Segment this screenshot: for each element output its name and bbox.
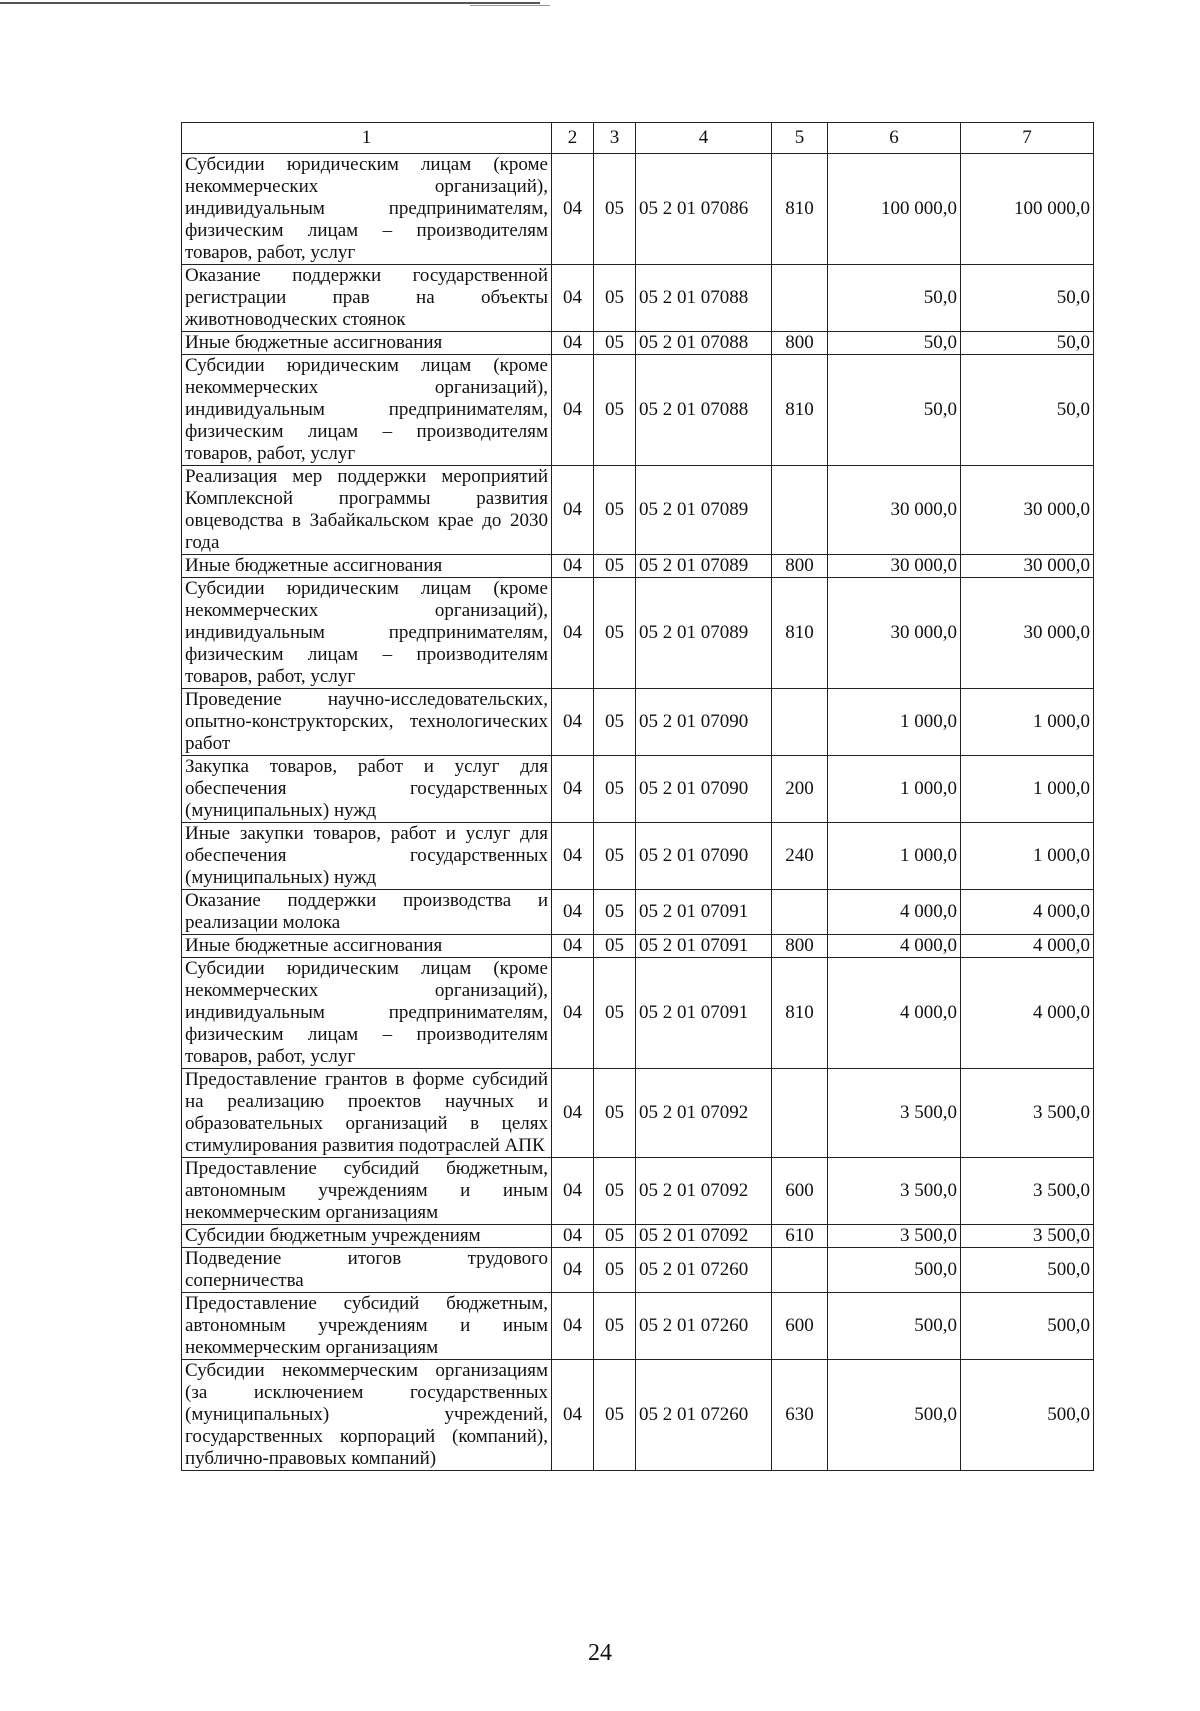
expense-type-cell: 200 xyxy=(772,756,828,823)
section-cell: 04 xyxy=(552,958,594,1069)
amount-cell-col7: 4 000,0 xyxy=(961,890,1094,935)
target-article-cell: 05 2 01 07088 xyxy=(636,332,772,355)
table-row xyxy=(182,958,1094,1069)
header-row xyxy=(182,123,1094,154)
row-name-cell: Субсидии бюджетным учреждениям xyxy=(182,1225,552,1248)
subsection-cell: 05 xyxy=(594,935,636,958)
subsection-cell: 05 xyxy=(594,1248,636,1293)
table-row xyxy=(182,154,1094,265)
target-article-cell: 05 2 01 07092 xyxy=(636,1225,772,1248)
table-row xyxy=(182,466,1094,555)
subsection-cell: 05 xyxy=(594,1069,636,1158)
header-col-5: 5 xyxy=(772,123,828,154)
subsection-cell: 05 xyxy=(594,756,636,823)
subsection-cell: 05 xyxy=(594,466,636,555)
table-row xyxy=(182,1225,1094,1248)
expense-type-cell: 600 xyxy=(772,1293,828,1360)
amount-cell-col6: 100 000,0 xyxy=(828,154,961,265)
expense-type-cell: 600 xyxy=(772,1158,828,1225)
amount-cell-col6: 1 000,0 xyxy=(828,689,961,756)
expense-type-cell xyxy=(772,1248,828,1293)
subsection-cell: 05 xyxy=(594,1225,636,1248)
section-cell: 04 xyxy=(552,689,594,756)
subsection-cell: 05 xyxy=(594,1293,636,1360)
expense-type-cell xyxy=(772,1069,828,1158)
table-row xyxy=(182,555,1094,578)
row-name-cell: Субсидии юридическим лицам (кроме некоммерческих организаций), индивидуальным предпринимателям, физическим лицам – производителям товаров, работ, услуг xyxy=(182,355,552,466)
target-article-cell: 05 2 01 07092 xyxy=(636,1069,772,1158)
row-name-cell: Иные бюджетные ассигнования xyxy=(182,935,552,958)
section-cell: 04 xyxy=(552,1360,594,1471)
table-row xyxy=(182,689,1094,756)
target-article-cell: 05 2 01 07089 xyxy=(636,578,772,689)
amount-cell-col6: 30 000,0 xyxy=(828,555,961,578)
expense-type-cell: 800 xyxy=(772,332,828,355)
budget-table xyxy=(181,122,1094,1471)
section-cell: 04 xyxy=(552,935,594,958)
subsection-cell: 05 xyxy=(594,1360,636,1471)
amount-cell-col6: 4 000,0 xyxy=(828,890,961,935)
amount-cell-col6: 3 500,0 xyxy=(828,1158,961,1225)
section-cell: 04 xyxy=(552,1293,594,1360)
expense-type-cell: 810 xyxy=(772,958,828,1069)
amount-cell-col7: 50,0 xyxy=(961,332,1094,355)
row-name-cell: Оказание поддержки государственной регистрации прав на объекты животноводческих стоянок xyxy=(182,265,552,332)
table-row xyxy=(182,1158,1094,1225)
row-name-cell: Иные бюджетные ассигнования xyxy=(182,332,552,355)
row-name-cell: Проведение научно-исследовательских, опытно-конструкторских, технологических работ xyxy=(182,689,552,756)
subsection-cell: 05 xyxy=(594,154,636,265)
top-rule-line xyxy=(0,2,540,4)
header-col-4: 4 xyxy=(636,123,772,154)
table-row xyxy=(182,1360,1094,1471)
table-header xyxy=(182,123,1094,154)
header-col-7: 7 xyxy=(961,123,1094,154)
target-article-cell: 05 2 01 07090 xyxy=(636,756,772,823)
row-name-cell: Субсидии некоммерческим организациям (за исключением государственных (муниципальных) учреждений, государственных корпораций (компаний), публично-правовых компаний) xyxy=(182,1360,552,1471)
row-name-cell: Предоставление субсидий бюджетным, автономным учреждениям и иным некоммерческим организациям xyxy=(182,1158,552,1225)
amount-cell-col6: 4 000,0 xyxy=(828,958,961,1069)
target-article-cell: 05 2 01 07260 xyxy=(636,1360,772,1471)
amount-cell-col6: 1 000,0 xyxy=(828,756,961,823)
subsection-cell: 05 xyxy=(594,555,636,578)
subsection-cell: 05 xyxy=(594,823,636,890)
expense-type-cell xyxy=(772,890,828,935)
expense-type-cell: 810 xyxy=(772,355,828,466)
table-row xyxy=(182,756,1094,823)
amount-cell-col7: 1 000,0 xyxy=(961,756,1094,823)
amount-cell-col7: 3 500,0 xyxy=(961,1158,1094,1225)
target-article-cell: 05 2 01 07090 xyxy=(636,823,772,890)
amount-cell-col7: 50,0 xyxy=(961,355,1094,466)
subsection-cell: 05 xyxy=(594,1158,636,1225)
section-cell: 04 xyxy=(552,1248,594,1293)
amount-cell-col7: 30 000,0 xyxy=(961,466,1094,555)
amount-cell-col6: 3 500,0 xyxy=(828,1225,961,1248)
table-row xyxy=(182,1293,1094,1360)
amount-cell-col6: 50,0 xyxy=(828,355,961,466)
section-cell: 04 xyxy=(552,355,594,466)
section-cell: 04 xyxy=(552,1158,594,1225)
section-cell: 04 xyxy=(552,332,594,355)
expense-type-cell xyxy=(772,466,828,555)
table-row xyxy=(182,1248,1094,1293)
target-article-cell: 05 2 01 07091 xyxy=(636,958,772,1069)
row-name-cell: Предоставление субсидий бюджетным, автономным учреждениям и иным некоммерческим организациям xyxy=(182,1293,552,1360)
header-col-2: 2 xyxy=(552,123,594,154)
section-cell: 04 xyxy=(552,1225,594,1248)
section-cell: 04 xyxy=(552,466,594,555)
amount-cell-col6: 1 000,0 xyxy=(828,823,961,890)
section-cell: 04 xyxy=(552,578,594,689)
amount-cell-col7: 50,0 xyxy=(961,265,1094,332)
amount-cell-col7: 1 000,0 xyxy=(961,823,1094,890)
target-article-cell: 05 2 01 07091 xyxy=(636,935,772,958)
target-article-cell: 05 2 01 07260 xyxy=(636,1293,772,1360)
subsection-cell: 05 xyxy=(594,890,636,935)
table-row xyxy=(182,935,1094,958)
expense-type-cell xyxy=(772,265,828,332)
expense-type-cell: 240 xyxy=(772,823,828,890)
amount-cell-col7: 1 000,0 xyxy=(961,689,1094,756)
section-cell: 04 xyxy=(552,890,594,935)
amount-cell-col7: 500,0 xyxy=(961,1293,1094,1360)
row-name-cell: Оказание поддержки производства и реализации молока xyxy=(182,890,552,935)
target-article-cell: 05 2 01 07092 xyxy=(636,1158,772,1225)
amount-cell-col6: 4 000,0 xyxy=(828,935,961,958)
amount-cell-col6: 50,0 xyxy=(828,332,961,355)
subsection-cell: 05 xyxy=(594,958,636,1069)
row-name-cell: Закупка товаров, работ и услуг для обеспечения государственных (муниципальных) нужд xyxy=(182,756,552,823)
row-name-cell: Иные закупки товаров, работ и услуг для обеспечения государственных (муниципальных) нужд xyxy=(182,823,552,890)
header-col-1: 1 xyxy=(182,123,552,154)
amount-cell-col6: 500,0 xyxy=(828,1248,961,1293)
header-col-6: 6 xyxy=(828,123,961,154)
header-col-3: 3 xyxy=(594,123,636,154)
subsection-cell: 05 xyxy=(594,689,636,756)
top-rule-line-secondary xyxy=(470,5,550,6)
amount-cell-col7: 3 500,0 xyxy=(961,1069,1094,1158)
target-article-cell: 05 2 01 07089 xyxy=(636,555,772,578)
row-name-cell: Субсидии юридическим лицам (кроме некоммерческих организаций), индивидуальным предпринимателям, физическим лицам – производителям товаров, работ, услуг xyxy=(182,958,552,1069)
row-name-cell: Подведение итогов трудового соперничества xyxy=(182,1248,552,1293)
row-name-cell: Предоставление грантов в форме субсидий на реализацию проектов научных и образовательных организаций в целях стимулирования развития подотраслей АПК xyxy=(182,1069,552,1158)
table-row xyxy=(182,578,1094,689)
expense-type-cell: 800 xyxy=(772,935,828,958)
target-article-cell: 05 2 01 07089 xyxy=(636,466,772,555)
amount-cell-col6: 500,0 xyxy=(828,1293,961,1360)
target-article-cell: 05 2 01 07088 xyxy=(636,265,772,332)
row-name-cell: Иные бюджетные ассигнования xyxy=(182,555,552,578)
subsection-cell: 05 xyxy=(594,332,636,355)
amount-cell-col6: 30 000,0 xyxy=(828,466,961,555)
page-number: 24 xyxy=(588,1640,612,1666)
amount-cell-col7: 3 500,0 xyxy=(961,1225,1094,1248)
target-article-cell: 05 2 01 07086 xyxy=(636,154,772,265)
amount-cell-col7: 30 000,0 xyxy=(961,555,1094,578)
section-cell: 04 xyxy=(552,756,594,823)
table-row xyxy=(182,823,1094,890)
section-cell: 04 xyxy=(552,823,594,890)
row-name-cell: Субсидии юридическим лицам (кроме некоммерческих организаций), индивидуальным предпринимателям, физическим лицам – производителям товаров, работ, услуг xyxy=(182,154,552,265)
expense-type-cell xyxy=(772,689,828,756)
amount-cell-col6: 30 000,0 xyxy=(828,578,961,689)
amount-cell-col6: 500,0 xyxy=(828,1360,961,1471)
section-cell: 04 xyxy=(552,1069,594,1158)
table-row xyxy=(182,1069,1094,1158)
expense-type-cell: 630 xyxy=(772,1360,828,1471)
target-article-cell: 05 2 01 07260 xyxy=(636,1248,772,1293)
amount-cell-col7: 500,0 xyxy=(961,1360,1094,1471)
amount-cell-col6: 3 500,0 xyxy=(828,1069,961,1158)
subsection-cell: 05 xyxy=(594,265,636,332)
table-row xyxy=(182,332,1094,355)
amount-cell-col7: 100 000,0 xyxy=(961,154,1094,265)
amount-cell-col7: 4 000,0 xyxy=(961,958,1094,1069)
section-cell: 04 xyxy=(552,555,594,578)
table-row xyxy=(182,355,1094,466)
amount-cell-col7: 30 000,0 xyxy=(961,578,1094,689)
table-row xyxy=(182,265,1094,332)
section-cell: 04 xyxy=(552,265,594,332)
expense-type-cell: 800 xyxy=(772,555,828,578)
subsection-cell: 05 xyxy=(594,578,636,689)
table-row xyxy=(182,890,1094,935)
amount-cell-col7: 500,0 xyxy=(961,1248,1094,1293)
expense-type-cell: 810 xyxy=(772,154,828,265)
expense-type-cell: 810 xyxy=(772,578,828,689)
row-name-cell: Субсидии юридическим лицам (кроме некоммерческих организаций), индивидуальным предпринимателям, физическим лицам – производителям товаров, работ, услуг xyxy=(182,578,552,689)
target-article-cell: 05 2 01 07091 xyxy=(636,890,772,935)
subsection-cell: 05 xyxy=(594,355,636,466)
amount-cell-col6: 50,0 xyxy=(828,265,961,332)
table-body xyxy=(182,154,1094,1471)
target-article-cell: 05 2 01 07090 xyxy=(636,689,772,756)
expense-type-cell: 610 xyxy=(772,1225,828,1248)
row-name-cell: Реализация мер поддержки мероприятий Комплексной программы развития овцеводства в Забайкальском крае до 2030 года xyxy=(182,466,552,555)
section-cell: 04 xyxy=(552,154,594,265)
target-article-cell: 05 2 01 07088 xyxy=(636,355,772,466)
amount-cell-col7: 4 000,0 xyxy=(961,935,1094,958)
